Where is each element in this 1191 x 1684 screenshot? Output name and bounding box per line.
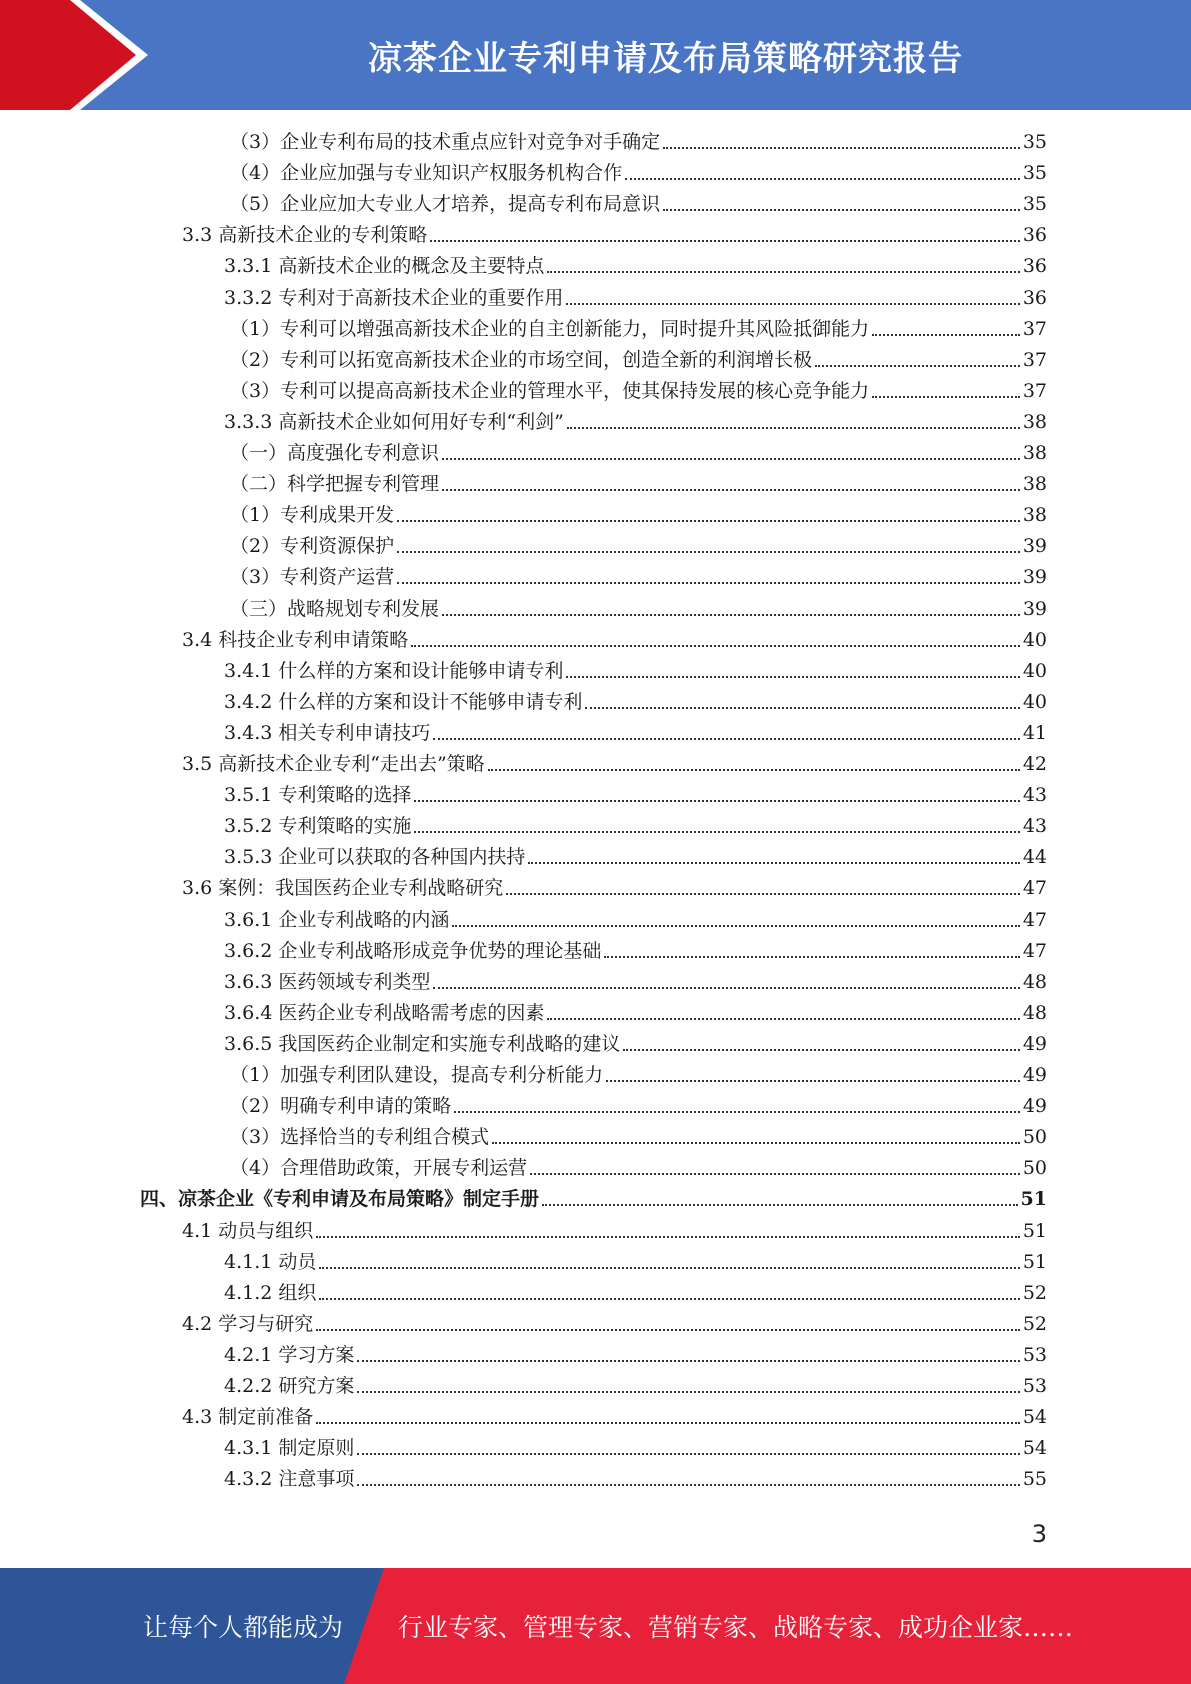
toc-entry[interactable]	[224, 1370, 1047, 1398]
toc-entry-page: 39	[1022, 535, 1047, 558]
toc-entry[interactable]	[224, 250, 1047, 278]
toc-entry-page: 38	[1022, 504, 1047, 527]
toc-entry[interactable]	[224, 1277, 1047, 1305]
toc-dot-leader	[357, 1484, 1019, 1486]
toc-dot-leader	[433, 738, 1019, 740]
toc-entry-title: 4.1.1 动员	[224, 1250, 317, 1273]
toc-entry-page: 39	[1022, 597, 1047, 620]
toc-entry-title: 3.5.3 企业可以获取的各种国内扶持	[224, 846, 526, 869]
toc-entry-title: （3）企业专利布局的技术重点应针对竞争对手确定	[230, 131, 661, 153]
toc-dot-leader	[663, 209, 1020, 211]
toc-entry[interactable]	[224, 1028, 1047, 1056]
toc-entry-title: 3.5.1 专利策略的选择	[224, 784, 412, 807]
toc-entry-page: 38	[1022, 410, 1047, 433]
toc-entry[interactable]	[224, 1463, 1047, 1491]
toc-entry-page: 55	[1022, 1468, 1047, 1491]
toc-entry-title: 3.6.4 医药企业专利战略需考虑的因素	[224, 1001, 545, 1024]
toc-entry-title: 3.4 科技企业专利申请策略	[182, 628, 409, 651]
toc-entry[interactable]	[224, 779, 1047, 807]
toc-entry-page: 35	[1022, 193, 1047, 216]
toc-entry-page: 37	[1022, 348, 1047, 371]
toc-dot-leader	[316, 1236, 1020, 1238]
toc-entry-title: （2）明确专利申请的策略	[230, 1095, 452, 1118]
toc-entry[interactable]	[224, 686, 1047, 714]
toc-entry-title: 3.3.3 高新技术企业如何用好专利“利剑”	[224, 410, 564, 433]
toc-entry-title: （1）专利可以增强高新技术企业的自主创新能力，同时提升其风险抵御能力	[230, 317, 870, 340]
toc-entry-page: 48	[1022, 1001, 1047, 1024]
toc-dot-leader	[397, 582, 1020, 584]
toc-entry-title: （3）专利资产运营	[230, 566, 395, 589]
page-footer	[0, 1568, 1191, 1684]
toc-dot-leader	[547, 1018, 1019, 1020]
toc-dot-leader	[319, 1298, 1019, 1300]
toc-entry-page: 49	[1022, 1032, 1047, 1055]
toc-dot-leader	[606, 1080, 1020, 1082]
toc-entry-title: 4.2.2 研究方案	[224, 1375, 355, 1397]
toc-entry-title: 四、凉茶企业《专利申请及布局策略》制定手册	[140, 1188, 540, 1211]
toc-dot-leader	[357, 1453, 1019, 1455]
toc-entry-page: 50	[1022, 1126, 1047, 1149]
toc-entry[interactable]	[224, 904, 1047, 932]
red-chevron-decoration	[0, 0, 150, 110]
toc-entry-page: 37	[1022, 317, 1047, 340]
footer-slogan-left: 让每个人都能成为	[143, 1613, 344, 1642]
toc-entry-page: 52	[1022, 1281, 1047, 1304]
toc-entry[interactable]	[230, 188, 1047, 216]
toc-entry-page: 44	[1022, 846, 1047, 869]
toc-entry-page: 47	[1022, 877, 1047, 900]
toc-dot-leader	[506, 893, 1020, 895]
toc-dot-leader	[488, 769, 1020, 771]
toc-entry[interactable]	[224, 935, 1047, 963]
toc-entry[interactable]	[182, 624, 1047, 652]
toc-entry-title: 3.5.2 专利策略的实施	[224, 815, 412, 838]
toc-entry-title: 3.4.3 相关专利申请技巧	[224, 721, 431, 744]
toc-entry-title: 4.3 制定前准备	[182, 1406, 314, 1429]
toc-entry-title: 3.3.1 高新技术企业的概念及主要特点	[224, 255, 545, 278]
toc-entry-title: 4.3.2 注意事项	[224, 1468, 355, 1491]
toc-entry-page: 50	[1022, 1157, 1047, 1180]
toc-dot-leader	[357, 1360, 1019, 1362]
toc-entry-title: 4.3.1 制定原则	[224, 1437, 355, 1460]
toc-entry-title: 3.6 案例：我国医药企业专利战略研究	[182, 877, 504, 900]
toc-entry[interactable]	[230, 468, 1047, 496]
toc-entry-page: 51	[1022, 1250, 1047, 1273]
toc-entry-title: 3.5 高新技术企业专利“走出去”策略	[182, 753, 485, 775]
toc-entry-title: 3.3.2 专利对于高新技术企业的重要作用	[224, 286, 564, 309]
toc-entry-page: 42	[1022, 753, 1047, 775]
toc-entry-page: 35	[1022, 131, 1047, 153]
toc-entry-page: 40	[1022, 690, 1047, 713]
toc-dot-leader	[566, 676, 1019, 678]
toc-dot-leader	[442, 458, 1020, 460]
toc-entry-title: （2）专利可以拓宽高新技术企业的市场空间，创造全新的利润增长极	[230, 348, 813, 371]
toc-entry-page: 36	[1022, 286, 1047, 309]
toc-entry-title: 3.6.3 医药领域专利类型	[224, 970, 431, 993]
toc-entry-title: 3.4.2 什么样的方案和设计不能够申请专利	[224, 690, 583, 713]
toc-dot-leader	[414, 800, 1019, 802]
toc-dot-leader	[433, 987, 1019, 989]
toc-entry[interactable]	[140, 1183, 1047, 1211]
footer-slogan-right: 行业专家、管理专家、营销专家、战略专家、成功企业家……	[398, 1613, 1074, 1642]
toc-entry[interactable]	[230, 1059, 1047, 1087]
toc-entry-page: 41	[1022, 721, 1047, 744]
toc-entry[interactable]	[224, 841, 1047, 869]
toc-dot-leader	[397, 520, 1020, 522]
toc-entry[interactable]	[230, 437, 1047, 465]
toc-entry-title: （4）合理借助政策，开展专利运营	[230, 1157, 528, 1180]
toc-entry-page: 43	[1022, 815, 1047, 838]
toc-entry-page: 52	[1022, 1312, 1047, 1335]
toc-entry[interactable]	[230, 313, 1047, 341]
toc-dot-leader	[623, 1049, 1019, 1051]
toc-entry-page: 53	[1022, 1375, 1047, 1397]
toc-dot-leader	[815, 365, 1020, 367]
toc-dot-leader	[567, 427, 1020, 429]
toc-entry-title: 4.1.2 组织	[224, 1281, 317, 1304]
toc-entry[interactable]	[230, 1090, 1047, 1118]
toc-entry-page: 51	[1022, 1219, 1047, 1242]
toc-entry-title: （4）企业应加强与专业知识产权服务机构合作	[230, 162, 623, 185]
toc-dot-leader	[872, 334, 1020, 336]
toc-entry[interactable]	[182, 1215, 1047, 1243]
toc-entry[interactable]	[230, 157, 1047, 185]
toc-dot-leader	[316, 1329, 1020, 1331]
toc-entry[interactable]	[182, 872, 1047, 900]
page-header	[0, 0, 1191, 110]
toc-entry-title: （2）专利资源保护	[230, 535, 395, 558]
toc-dot-leader	[414, 831, 1019, 833]
toc-dot-leader	[452, 925, 1019, 927]
toc-entry[interactable]	[182, 1308, 1047, 1336]
page-number: 3	[1031, 1520, 1047, 1548]
toc-entry-page: 48	[1022, 970, 1047, 993]
toc-entry-page: 49	[1022, 1064, 1047, 1086]
toc-entry[interactable]	[230, 561, 1047, 589]
toc-entry-page: 38	[1022, 473, 1047, 496]
toc-dot-leader	[316, 1422, 1020, 1424]
toc-entry-title: 4.1 动员与组织	[182, 1219, 314, 1242]
toc-entry-page: 47	[1022, 908, 1047, 931]
toc-entry-page: 53	[1022, 1343, 1047, 1366]
report-title: 凉茶企业专利申请及布局策略研究报告	[368, 38, 963, 79]
toc-entry[interactable]	[224, 282, 1047, 310]
toc-entry[interactable]	[224, 1432, 1047, 1460]
toc-entry-page: 47	[1022, 939, 1047, 962]
toc-dot-leader	[663, 147, 1020, 149]
toc-entry[interactable]	[182, 1401, 1047, 1429]
toc-entry[interactable]	[224, 406, 1047, 434]
toc-entry-title: （二）科学把握专利管理	[230, 473, 440, 496]
toc-entry-title: 3.3 高新技术企业的专利策略	[182, 224, 428, 247]
toc-entry-page: 35	[1022, 162, 1047, 185]
toc-dot-leader	[492, 1142, 1020, 1144]
toc-entry-title: 3.4.1 什么样的方案和设计能够申请专利	[224, 659, 564, 682]
toc-entry-title: 4.2.1 学习方案	[224, 1343, 355, 1366]
toc-entry[interactable]	[224, 717, 1047, 745]
toc-entry-title: （3）专利可以提高高新技术企业的管理水平，使其保持发展的核心竞争能力	[230, 379, 870, 402]
toc-dot-leader	[547, 271, 1019, 273]
toc-dot-leader	[872, 396, 1020, 398]
toc-entry-page: 54	[1022, 1437, 1047, 1460]
toc-dot-leader	[411, 645, 1020, 647]
toc-entry[interactable]	[224, 997, 1047, 1025]
toc-entry-title: （1）加强专利团队建设，提高专利分析能力	[230, 1064, 604, 1086]
toc-entry-title: （三）战略规划专利发展	[230, 597, 440, 620]
toc-entry-title: 3.6.1 企业专利战略的内涵	[224, 908, 450, 931]
toc-entry[interactable]	[230, 1121, 1047, 1149]
toc-dot-leader	[442, 614, 1020, 616]
toc-entry-page: 40	[1022, 628, 1047, 651]
toc-dot-leader	[542, 1204, 1018, 1206]
toc-entry[interactable]	[182, 219, 1047, 247]
toc-dot-leader	[454, 1111, 1020, 1113]
toc-entry-page: 37	[1022, 379, 1047, 402]
toc-entry-title: 4.2 学习与研究	[182, 1312, 314, 1335]
toc-entry-page: 49	[1022, 1095, 1047, 1118]
toc-dot-leader	[604, 956, 1019, 958]
toc-dot-leader	[585, 707, 1019, 709]
toc-entry-page: 38	[1022, 442, 1047, 464]
toc-entry-title: 3.6.2 企业专利战略形成竞争优势的理论基础	[224, 939, 602, 962]
toc-entry-page: 40	[1022, 659, 1047, 682]
toc-dot-leader	[357, 1391, 1019, 1393]
toc-entry[interactable]	[224, 655, 1047, 683]
toc-entry[interactable]	[182, 748, 1047, 776]
toc-entry-page: 39	[1022, 566, 1047, 589]
toc-entry-page: 43	[1022, 784, 1047, 807]
toc-entry[interactable]	[230, 126, 1047, 154]
toc-dot-leader	[397, 551, 1020, 553]
toc-entry[interactable]	[230, 593, 1047, 621]
toc-entry-title: 3.6.5 我国医药企业制定和实施专利战略的建议	[224, 1032, 621, 1055]
toc-entry-title: （1）专利成果开发	[230, 504, 395, 527]
toc-entry-title: （3）选择恰当的专利组合模式	[230, 1126, 490, 1149]
toc-entry[interactable]	[230, 1152, 1047, 1180]
toc-dot-leader	[566, 303, 1019, 305]
toc-entry-page: 36	[1022, 224, 1047, 247]
toc-dot-leader	[625, 178, 1020, 180]
toc-entry[interactable]	[224, 810, 1047, 838]
toc-entry[interactable]	[224, 966, 1047, 994]
toc-entry-page: 54	[1022, 1406, 1047, 1429]
toc-entry[interactable]	[230, 375, 1047, 403]
toc-entry-title: （5）企业应加大专业人才培养，提高专利布局意识	[230, 193, 661, 216]
toc-dot-leader	[319, 1267, 1019, 1269]
toc-entry-page: 51	[1020, 1188, 1047, 1211]
toc-entry[interactable]	[224, 1246, 1047, 1274]
toc-entry[interactable]	[230, 530, 1047, 558]
toc-dot-leader	[528, 862, 1019, 864]
toc-entry[interactable]	[224, 1339, 1047, 1367]
toc-entry[interactable]	[230, 344, 1047, 372]
toc-dot-leader	[530, 1173, 1020, 1175]
toc-dot-leader	[430, 240, 1020, 242]
toc-entry[interactable]	[230, 499, 1047, 527]
toc-entry-page: 36	[1022, 255, 1047, 278]
toc-entry-title: （一）高度强化专利意识	[230, 442, 440, 464]
toc-dot-leader	[442, 489, 1020, 491]
